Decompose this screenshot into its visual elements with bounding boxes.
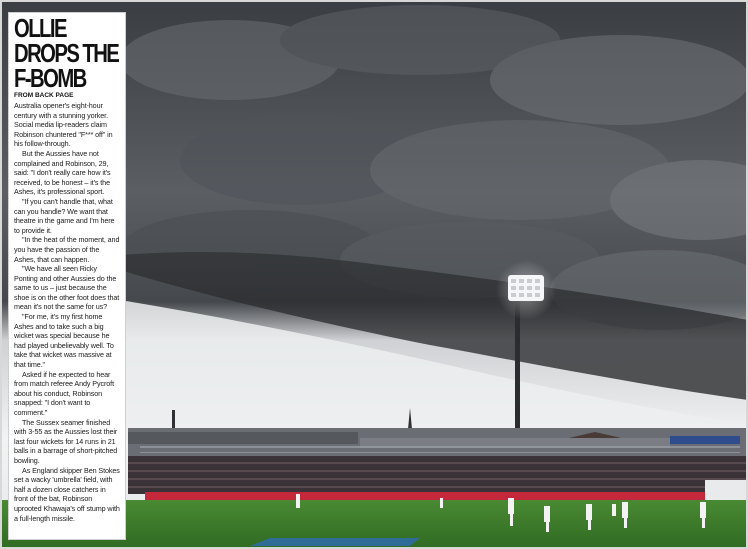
paragraph: Asked if he expected to hear from match referee Andy Pycroft about his conduct, Robinson snapped: "I don't want to comment."	[14, 369, 114, 417]
paragraph: "We have all seen Ricky Ponting and other Aussies do the same to us – just because the shoe is on the other foot does that mean it's not the same for us?	[14, 264, 120, 312]
paragraph: "In the heat of the moment, and you have the passion of the Ashes, that can happen.	[14, 235, 120, 264]
paragraph: As England skipper Ben Stokes set a wacky 'umbrella' field, with half a dozen close catchers in front of the bat, Robinson uprooted Khawaja's off stump with a full-length missile.	[14, 465, 120, 523]
ad-boards	[145, 492, 705, 500]
paragraph: Australia opener's eight-hour century with a stunning yorker. Social media lip-readers claim Robinson chuntered "F*** off" in his follow-through.	[14, 101, 113, 149]
paragraph: But the Aussies have not complained and Robinson, 29, said: "I don't really care how it's received, to be honest – it's the Ashes, it's professional sport.	[14, 148, 111, 197]
paragraph: The Sussex seamer finished with 3-55 as the Aussies lost their last four wickets for 14 runs in 21 balls in a barrage of short-pitched bowling.	[14, 417, 118, 465]
article-panel	[8, 12, 126, 540]
kicker: FROM BACK PAGE	[14, 92, 74, 99]
headline: OLLIE DROPS THE F-BOMB	[14, 13, 119, 93]
article-body	[14, 101, 121, 523]
paragraph: "For me, it's my first home Ashes and to take such a big wicket was special because he had played unbelievably well. To take that wicket was massive at that time."	[14, 312, 114, 370]
stadium-stands	[128, 428, 748, 458]
pitch	[250, 538, 420, 546]
crowd	[128, 456, 748, 494]
paragraph: "If you can't handle that, what can you handle? We want that theatre in the game and I'm here to provide it.	[14, 196, 115, 235]
